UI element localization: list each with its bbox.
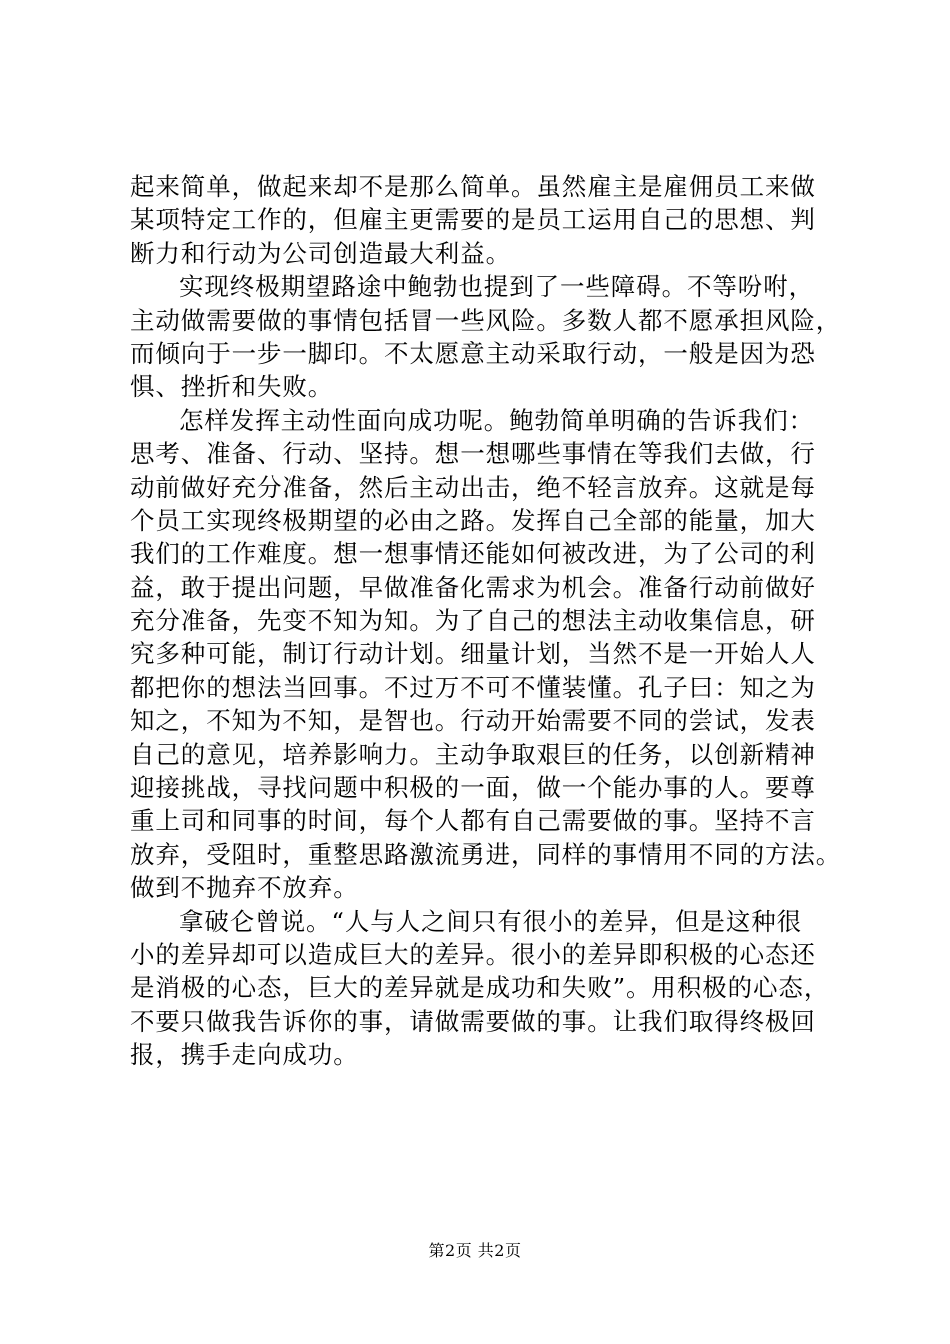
text-line: 动前做好充分准备，然后主动出击，绝不轻言放弃。这就是每 [130,472,816,502]
text-line: 小的差异却可以造成巨大的差异。很小的差异即积极的心态还 [130,939,816,969]
text-line: 都把你的想法当回事。不过万不可不懂装懂。孔子曰：知之为 [130,672,816,702]
text-line: 放弃，受阻时，重整思路激流勇进，同样的事情用不同的方法。 [130,839,842,869]
text-line: 重上司和同事的时间，每个人都有自己需要做的事。坚持不言 [130,806,816,836]
text-line: 断力和行动为公司创造最大利益。 [130,238,511,268]
text-line: 究多种可能，制订行动计划。细量计划，当然不是一开始人人 [130,639,816,669]
text-line: 而倾向于一步一脚印。不太愿意主动采取行动，一般是因为恐 [130,338,816,368]
text-line: 迎接挑战，寻找问题中积极的一面，做一个能办事的人。要尊 [130,773,816,803]
text-line: 知之，不知为不知，是智也。行动开始需要不同的尝试，发表 [130,706,816,736]
paragraph-first-line: 拿破仑曾说。“人与人之间只有很小的差异，但是这种很 [179,906,803,936]
paragraph-first-line: 怎样发挥主动性面向成功呢。鲍勃简单明确的告诉我们： [179,405,814,435]
text-line: 报，携手走向成功。 [130,1040,359,1070]
text-line: 益，敢于提出问题，早做准备化需求为机会。准备行动前做好 [130,572,816,602]
paragraph-first-line: 实现终极期望路途中鲍勃也提到了一些障碍。不等吩咐， [179,272,814,302]
text-line: 是消极的心态，巨大的差异就是成功和失败”。用积极的心态， [130,973,830,1003]
page-footer [0,1240,950,1262]
page-number-label: 第2页 共2页 [428,1241,522,1260]
text-line: 惧、挫折和失败。 [130,372,334,402]
text-line: 起来简单，做起来却不是那么简单。虽然雇主是雇佣员工来做 [130,172,816,201]
text-line: 自己的意见，培养影响力。主动争取艰巨的任务，以创新精神 [130,739,816,769]
body-text [130,170,850,1072]
text-line: 做到不抛弃不放弃。 [130,873,359,903]
text-line: 充分准备，先变不知为知。为了自己的想法主动收集信息，研 [130,606,816,636]
text-line: 主动做需要做的事情包括冒一些风险。多数人都不愿承担风险， [130,305,842,335]
text-line: 思考、准备、行动、坚持。想一想哪些事情在等我们去做，行 [130,439,816,469]
text-line: 某项特定工作的，但雇主更需要的是员工运用自己的思想、判 [130,205,816,235]
text-line: 个员工实现终极期望的必由之路。发挥自己全部的能量，加大 [130,505,816,535]
text-line: 不要只做我告诉你的事，请做需要做的事。让我们取得终极回 [130,1006,816,1036]
text-line: 我们的工作难度。想一想事情还能如何被改进，为了公司的利 [130,539,816,569]
